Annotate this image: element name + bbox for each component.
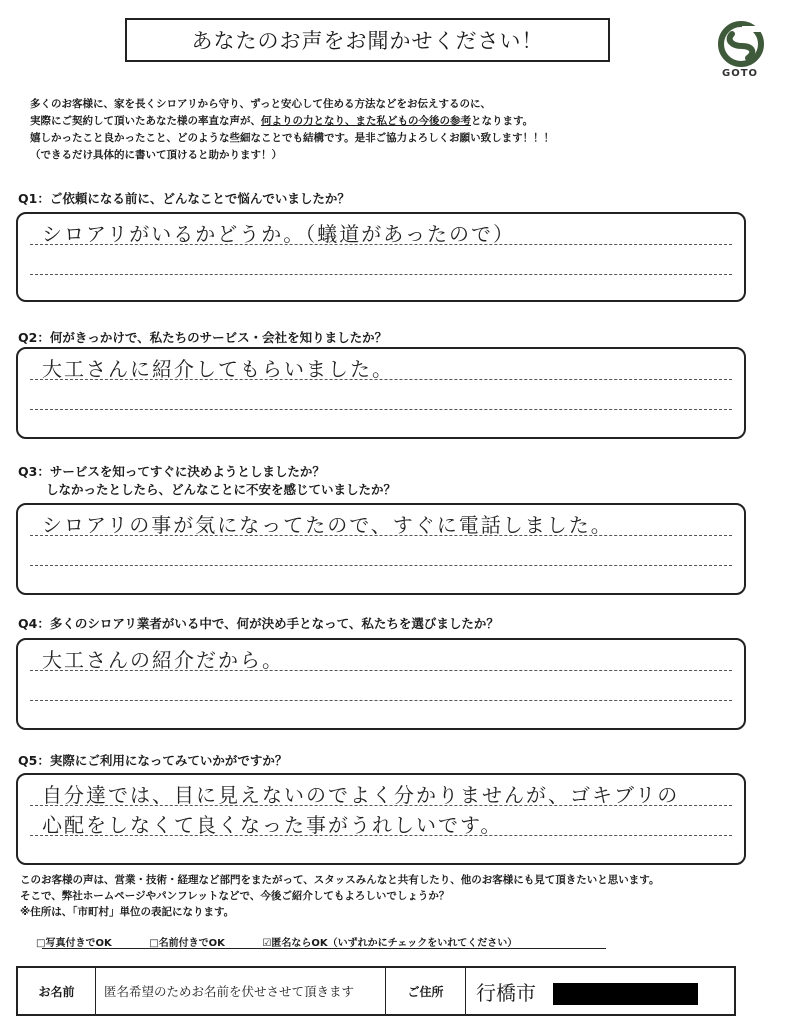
checkbox-photo-ok[interactable]: □写真付きでOK — [36, 938, 112, 949]
question-3-label-2: しなかったとしたら、どんなことに不安を感じていましたか？ — [46, 482, 397, 497]
answer-1-text: シロアリがいるかどうか。（蟻道があったので） — [42, 222, 515, 246]
address-value: 行橋市 — [476, 980, 536, 1005]
answer-box-2 — [16, 347, 746, 439]
intro-line-4: （できるだけ具体的に書いて頂けると助かります！） — [30, 149, 282, 161]
answer-box-5 — [16, 773, 746, 865]
page-title-text: あなたのお声をお聞かせください！ — [191, 29, 544, 53]
intro-line-3: 嬉しかったこと良かったこと、どのような些細なことでも結構です。是非ご協力よろしくお願い致します！！！ — [30, 132, 555, 144]
question-4-label: Q4：多くのシロアリ業者がいる中で、何が決め手となって、私たちを選びましたか？ — [18, 616, 499, 631]
question-3-label: Q3：サービスを知ってすぐに決めようとしましたか？ — [18, 464, 325, 479]
intro-line-1: 多くのお客様に、家を長くシロアリから守り、ずっと安心して住める方法などをお伝えするのに、 — [30, 98, 491, 110]
question-2-label: Q2：何がきっかけで、私たちのサービス・会社を知りましたか？ — [18, 330, 388, 345]
permission-options — [36, 934, 756, 949]
intro-text — [30, 96, 750, 164]
checkbox-name-ok[interactable]: □名前付きでOK — [149, 938, 225, 949]
answer-box-4 — [16, 638, 746, 730]
answer-5-text-line-1: 自分達では、目に見えないのでよく分かりませんが、ゴキブリの — [42, 783, 680, 807]
question-1-label: Q1：ご依頼になる前に、どんなことで悩んでいましたか？ — [18, 191, 350, 206]
name-label: お名前 — [18, 968, 96, 1014]
answer-4-text: 大工さんの紹介だから。 — [42, 648, 284, 672]
outro-line-1: このお客様の声は、営業・技術・経理など部門をまたがって、スタッスみんなと共有したり、他のお客様にも見て頂きたいと思います。 — [20, 874, 660, 886]
answer-box-3 — [16, 503, 746, 595]
outro-line-2: そこで、弊社ホームページやパンフレットなどで、今後ご紹介してもよろしいでしょうか？ — [20, 890, 450, 902]
checkbox-anonymous-ok[interactable]: ☑匿名ならOK（いずれかにチェックをいれてください） — [262, 938, 518, 949]
intro-underlined: 何よりの力となり、また私どもの今後の参考 — [261, 115, 471, 127]
question-5-label: Q5：実際にご利用になってみていかがですか？ — [18, 753, 288, 768]
logo-text: GOTO — [721, 68, 759, 79]
answer-2-text: 大工さんに紹介してもらいました。 — [42, 357, 394, 381]
answer-5-text-line-2: 心配をしなくて良くなった事がうれしいです。 — [42, 813, 503, 837]
name-value: 匿名希望のためお名前を伏せさせて頂きます — [96, 968, 386, 1014]
answer-box-1 — [16, 212, 746, 302]
address-label: ご住所 — [386, 968, 466, 1014]
intro-line-2: 実際にご契約して頂いたあなた様の率直な声が、何よりの力となり、また私どもの今後の参考となります。 — [30, 115, 534, 127]
outro-text — [20, 872, 760, 920]
page-title — [125, 18, 610, 62]
redaction-bar — [553, 983, 698, 1005]
answer-3-text: シロアリの事が気になってたので、すぐに電話しました。 — [42, 513, 613, 537]
outro-line-3: ※住所は、「市町村」単位の表記になります。 — [20, 906, 235, 918]
